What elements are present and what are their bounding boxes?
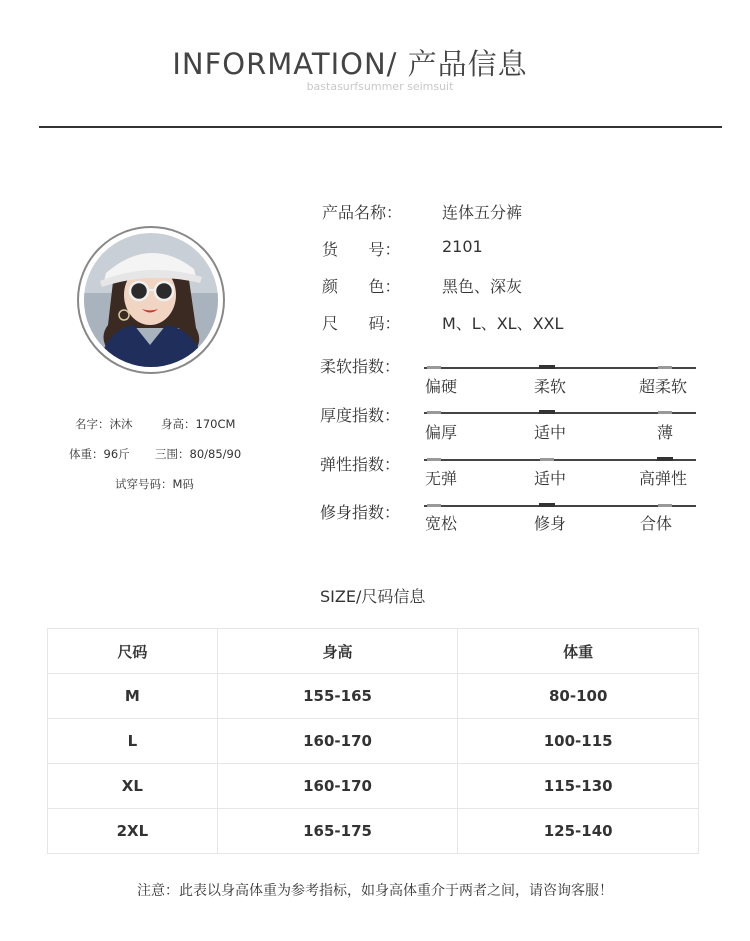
table-row: [48, 809, 699, 854]
elasticity-option-1: 适中: [534, 469, 567, 488]
fit-option-2: 合体: [640, 514, 673, 533]
model-height: 身高：170CM: [161, 417, 236, 431]
table-cell: 2XL: [48, 809, 218, 854]
elasticity-tick-2: [657, 457, 673, 461]
fit-index-label: 修身指数：: [320, 503, 401, 522]
softness-option-0: 偏硬: [425, 377, 458, 396]
fit-tick-0: [427, 504, 441, 507]
product-name-label: 产品名称：: [322, 203, 403, 222]
elasticity-scale-track: [424, 459, 696, 461]
table-cell: XL: [48, 764, 218, 809]
table-header-row: [48, 629, 699, 674]
elasticity-option-2: 高弹性: [639, 469, 688, 488]
table-row: [48, 719, 699, 764]
thickness-option-0: 偏厚: [425, 423, 458, 442]
size-note: 注意：此表以身高体重为参考指标，如身高体重介于两者之间，请咨询客服！: [137, 883, 613, 899]
product-name-value: 连体五分裤: [442, 203, 523, 222]
table-cell: L: [48, 719, 218, 764]
table-cell: 160-170: [217, 719, 458, 764]
thickness-tick-0: [427, 411, 441, 414]
softness-tick-1: [539, 365, 555, 369]
fit-option-0: 宽松: [425, 514, 458, 533]
table-cell: 155-165: [217, 674, 458, 719]
table-cell: 100-115: [458, 719, 699, 764]
fit-scale-track: [424, 505, 696, 507]
fit-tick-2: [658, 504, 672, 507]
table-row: [48, 764, 699, 809]
model-measurements: 三围：80/85/90: [155, 447, 242, 461]
column-header-size: 尺码: [48, 629, 218, 674]
softness-tick-2: [658, 366, 672, 369]
elasticity-index-label: 弹性指数：: [320, 455, 401, 474]
softness-tick-0: [427, 366, 441, 369]
softness-scale-track: [424, 367, 696, 369]
model-name: 名字：沐沐: [75, 417, 133, 431]
table-cell: 115-130: [458, 764, 699, 809]
softness-option-2: 超柔软: [639, 377, 688, 396]
size-label: 尺 码：: [322, 314, 401, 333]
thickness-tick-1: [539, 410, 555, 414]
elasticity-tick-1: [540, 458, 554, 461]
table-cell: M: [48, 674, 218, 719]
table-cell: 80-100: [458, 674, 699, 719]
model-weight: 体重：96斤: [69, 447, 130, 461]
page-title: INFORMATION/ 产品信息: [172, 47, 528, 81]
column-header-height: 身高: [217, 629, 458, 674]
header-divider: [39, 126, 722, 128]
softness-option-1: 柔软: [534, 377, 567, 396]
size-value: M、L、XL、XXL: [442, 314, 564, 333]
item-number-label: 货 号：: [322, 240, 401, 259]
model-size-worn: 试穿号码：M码: [115, 477, 194, 491]
thickness-option-2: 薄: [657, 423, 674, 442]
model-photo: [84, 233, 218, 367]
page-subtitle: bastasurfsummer seimsuit: [306, 80, 454, 93]
fit-option-1: 修身: [534, 514, 567, 533]
elasticity-option-0: 无弹: [425, 469, 458, 488]
thickness-index-label: 厚度指数：: [320, 406, 401, 425]
table-row: [48, 674, 699, 719]
table-cell: 125-140: [458, 809, 699, 854]
table-cell: 165-175: [217, 809, 458, 854]
color-label: 颜 色：: [322, 277, 401, 296]
item-number-value: 2101: [442, 237, 483, 256]
table-cell: 160-170: [217, 764, 458, 809]
fit-tick-1: [539, 503, 555, 507]
thickness-tick-2: [658, 411, 672, 414]
size-section-title: SIZE/尺码信息: [320, 587, 426, 606]
thickness-option-1: 适中: [534, 423, 567, 442]
color-value: 黑色、深灰: [442, 277, 523, 296]
elasticity-tick-0: [427, 458, 441, 461]
size-table: [47, 628, 699, 854]
softness-index-label: 柔软指数：: [320, 357, 401, 376]
thickness-scale-track: [424, 412, 696, 414]
column-header-weight: 体重: [458, 629, 699, 674]
